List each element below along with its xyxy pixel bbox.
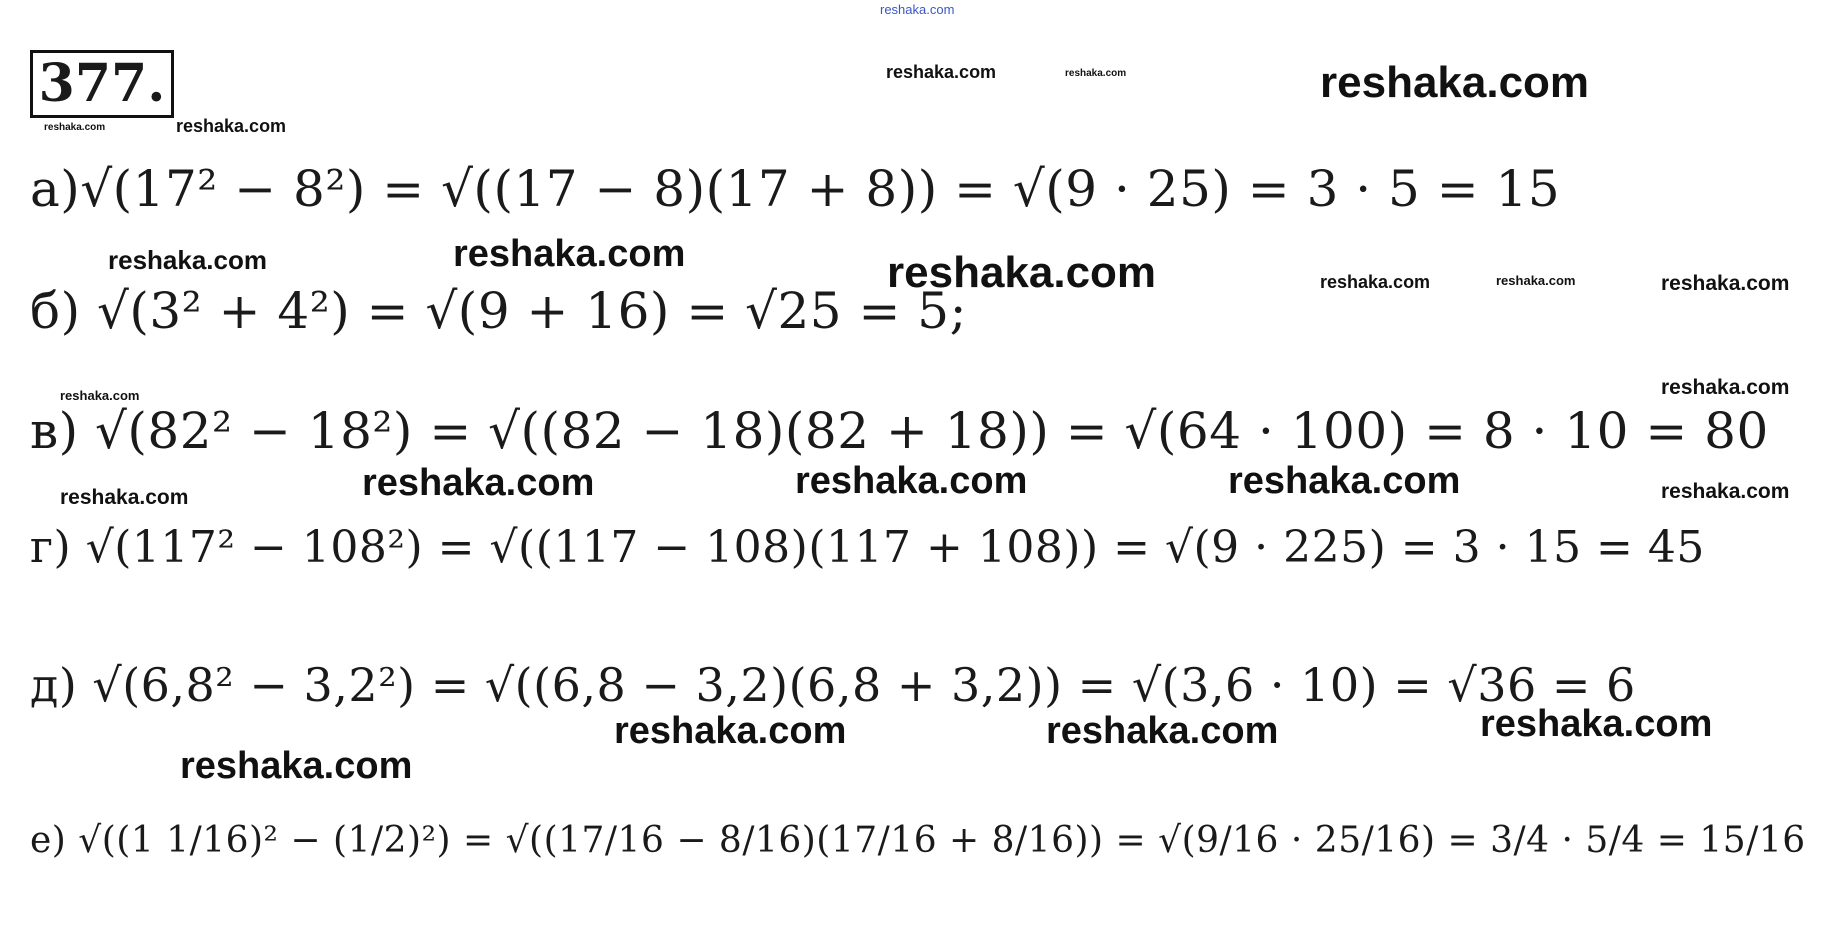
watermark: reshaka.com	[1065, 68, 1127, 79]
watermark: reshaka.com	[362, 462, 595, 504]
watermark: reshaka.com	[1661, 272, 1790, 295]
solution-line-v: в) √(82² − 18²) = √((82 − 18)(82 + 18)) = √(64 · 100) = 8 · 10 = 80	[30, 402, 1769, 460]
watermark: reshaka.com	[1320, 272, 1431, 292]
watermark: reshaka.com	[453, 233, 686, 275]
watermark: reshaka.com	[887, 248, 1157, 297]
watermark: reshaka.com	[1228, 460, 1461, 502]
watermark: reshaka.com	[108, 245, 267, 275]
watermark: reshaka.com	[614, 710, 847, 752]
watermark: reshaka.com	[795, 460, 1028, 502]
watermark: reshaka.com	[1046, 710, 1279, 752]
watermark: reshaka.com	[60, 486, 189, 509]
watermark-top: reshaka.com	[880, 2, 955, 17]
problem-number: 377.	[30, 50, 174, 118]
watermark: reshaka.com	[1661, 480, 1790, 503]
solution-line-b: б) √(3² + 4²) = √(9 + 16) = √25 = 5;	[30, 282, 967, 340]
watermark: reshaka.com	[176, 116, 287, 136]
watermark: reshaka.com	[1661, 376, 1790, 399]
solution-line-d: д) √(6,8² − 3,2²) = √((6,8 − 3,2)(6,8 + 3,2)) = √(3,6 · 10) = √36 = 6	[30, 658, 1636, 712]
watermark: reshaka.com	[44, 122, 106, 133]
watermark: reshaka.com	[1480, 703, 1713, 745]
watermark: reshaka.com	[1320, 58, 1590, 107]
watermark: reshaka.com	[180, 745, 413, 787]
solution-line-g: г) √(117² − 108²) = √((117 − 108)(117 + 108)) = √(9 · 225) = 3 · 15 = 45	[30, 522, 1705, 573]
solution-line-a: а)√(17² − 8²) = √((17 − 8)(17 + 8)) = √(9 · 25) = 3 · 5 = 15	[30, 160, 1561, 218]
watermark: reshaka.com	[886, 62, 997, 82]
watermark: reshaka.com	[60, 388, 140, 403]
watermark: reshaka.com	[1496, 273, 1576, 288]
solution-line-e: е) √((1 1/16)² − (1/2)²) = √((17/16 − 8/16)(17/16 + 8/16)) = √(9/16 · 25/16) = 3/4 · 5/4 = 15/16	[30, 820, 1806, 861]
